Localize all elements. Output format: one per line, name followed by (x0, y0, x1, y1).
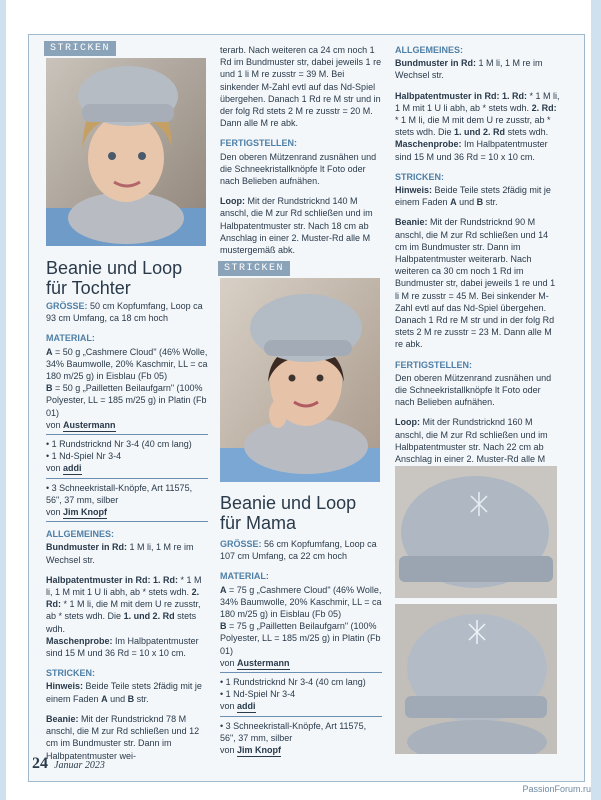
gauge-label: Maschenprobe: (46, 635, 113, 646)
loop-text: Mit der Rundstricknd 140 M anschl, die M zur Rd schließen und im Halbpatentmuster str. Nach 18 cm ab Anschlag in einer 2. Muster-Rd alle M mustergemäß abk. (220, 196, 373, 256)
photo-daughter (46, 58, 206, 246)
half-fisherman-label: Halbpatentmuster in Rd: 1. Rd: (395, 90, 528, 101)
yarn-a-text: = 75 g „Cashmere Cloud" (46% Wolle, 34% Baumwolle, 20% Kaschmir, LL = ca 180 m/25 g) in Eisblau (Fb 05) (220, 584, 382, 620)
from-label: von (220, 657, 235, 668)
general-label: ALLGEMEINES: (395, 45, 464, 55)
yarn-a-text: = 50 g „Cashmere Cloud" (46% Wolle, 34% Baumwolle, 20% Kaschmir, LL = ca 180 m/25 g) in Eisblau (Fb 05) (46, 346, 208, 382)
from-label: von (220, 745, 235, 756)
mid-column-top (220, 44, 382, 264)
half-fisherman-text: * 1 M li, 1 M mit 1 U li abh, ab * stets wdh. (395, 90, 560, 113)
right-column (395, 44, 560, 486)
tool-circular-needle: • 1 Rundstricknd Nr 3-4 (40 cm lang) (46, 439, 192, 450)
note-b: B (127, 693, 135, 704)
beanie-label: Beanie: (395, 217, 428, 228)
page-footer (32, 755, 105, 773)
brand-austermann: Austermann (63, 419, 116, 430)
finishing-text: Den oberen Mützenrand zusnähen und die Schneekristallknöpfe lt Foto oder nach Belieben aufnähen. (395, 372, 552, 408)
round12-label: 1. und 2. Rd (454, 127, 506, 138)
photo-beanie-loop-detail (395, 604, 557, 754)
yarn-b-label: B (220, 621, 227, 632)
rib-pattern-label: Bundmuster in Rd: (46, 542, 127, 553)
brand-austermann: Austermann (237, 657, 290, 668)
note-end: str. (485, 197, 498, 208)
brand-addi: addi (237, 701, 256, 712)
title-daughter (46, 258, 182, 298)
title-mother-line1: Beanie und Loop (220, 493, 357, 513)
from-label: von (46, 419, 61, 430)
yarn-b-label: B (46, 383, 53, 394)
size-label: GRÖSSE: (46, 301, 88, 311)
size-text: 56 cm Kopfumfang, Loop ca 107 cm Umfang, ca 22 cm hoch (220, 539, 377, 562)
tool-circular-needle: • 1 Rundstricknd Nr 3-4 (40 cm lang) (220, 677, 366, 688)
gauge-text: Im Halbpatentmuster sind 15 M und 36 Rd = 10 x 10 cm. (395, 139, 548, 162)
brand-addi: addi (63, 463, 82, 474)
photo-mother (220, 278, 380, 482)
finishing-label: FERTIGSTELLEN: (220, 138, 297, 149)
loop-text: Mit der Rundstricknd 160 M anschl, die M zur Rd schließen und im Halbpatentmuster str. Nach 22 cm ab Anschlag in einer 2. Muster-Rd alle M (395, 417, 548, 465)
gauge-label: Maschenprobe: (395, 139, 462, 150)
tool-dpn: • 1 Nd-Spiel Nr 3-4 (220, 689, 296, 700)
beanie-label: Beanie: (46, 713, 79, 724)
knitting-label: STRICKEN: (395, 171, 444, 182)
rib-pattern-text: 1 M li, 1 M re im Wechsel str. (395, 58, 543, 81)
note-end: str. (136, 693, 149, 704)
from-label: von (46, 463, 61, 474)
note-and: und (110, 693, 126, 704)
page-number: 24 (32, 755, 48, 772)
title-daughter-line2: für Tochter (46, 278, 131, 298)
rib-pattern-label: Bundmuster in Rd: (395, 58, 476, 69)
tool-dpn: • 1 Nd-Spiel Nr 3-4 (46, 451, 122, 462)
section-tag-left: STRICKEN (44, 41, 116, 56)
half-fisherman-text: * 1 M li, 1 M mit 1 U li abh, ab * stets wdh. (46, 574, 202, 598)
size-text: 50 cm Kopfumfang, Loop ca 93 cm Umfang, ca 18 cm hoch (46, 301, 203, 324)
gauge-text: Im Halbpatentmuster sind 15 M und 36 Rd = 10 x 10 cm. (46, 635, 199, 659)
general-label: ALLGEMEINES: (46, 529, 115, 540)
beanie-continued: terarb. Nach weiteren ca 24 cm noch 1 Rd im Bundmuster str, dabei jeweils 1 re und 1 li M re zusstr = 39 M. Bei sinkender M-Zahl evtl auf das Nd-Spiel übergehen. Danach 1 Rd re M str und in der folg Rd stets 2 M re zusstr = 20 M. Dann alle M re abk. (220, 45, 382, 129)
rib-pattern-text: 1 M li, 1 M re im Wechsel str. (46, 542, 194, 565)
note-b: B (476, 197, 484, 208)
title-mother (220, 493, 356, 533)
round2-label: 2. Rd: (46, 587, 200, 610)
note-a: A (450, 197, 457, 208)
loop-label: Loop: (220, 196, 245, 207)
yarn-a-label: A (46, 346, 53, 357)
finishing-text: Den oberen Mützenrand zusnähen und die Schneekristallknöpfe lt Foto oder nach Belieben aufnähen. (220, 151, 377, 187)
section-tag-mid: STRICKEN (218, 261, 290, 276)
yarn-b-text: = 75 g „Pailletten Beilaufgarn" (100% Polyester, LL = 185 m/25 g) in Platin (Fb 01) (220, 621, 381, 656)
material-label: MATERIAL: (220, 571, 269, 582)
note-label: Hinweis: (395, 185, 433, 196)
loop-label: Loop: (395, 417, 420, 428)
title-mother-line2: für Mama (220, 513, 297, 533)
note-and: und (459, 197, 475, 208)
half-fisherman-label: Halbpatentmuster in Rd: 1. Rd: (46, 574, 179, 585)
from-label: von (46, 507, 61, 518)
round12-text: stets wdh. (507, 127, 549, 138)
note-label: Hinweis: (46, 681, 84, 692)
title-daughter-line1: Beanie und Loop (46, 258, 183, 278)
beanie-text: Mit der Rundstricknd 90 M anschl, die M zur Rd schließen und 14 cm im Bundmuster str. Dann im Halbpatentmuster weiterarb. Nach weiteren ca 30 cm noch 1 Rd im Bundmuster str, dabei jeweils 1 re und 1 li M re zusstr = 45 M. Bei sinkender M-Zahl evtl auf das Nd-Spiel übergehen. Danach 1 Rd re M str und in der folg Rd stets 2 M re zusstr = 23 M. Dann alle M re abk. (395, 217, 556, 350)
tool-buttons: • 3 Schneekristall-Knöpfe, Art 11575, 56", 37 mm, silber (220, 720, 367, 743)
round2-text: * 1 M li, die M mit dem U re zusstr, ab * stets wdh. Die (46, 599, 201, 622)
finishing-label: FERTIGSTELLEN: (395, 359, 472, 370)
note-a: A (101, 693, 108, 704)
knitting-label: STRICKEN: (46, 668, 95, 679)
issue-date: Januar 2023 (54, 760, 105, 771)
round12-text: stets wdh. (46, 611, 197, 634)
brand-jim-knopf: Jim Knopf (237, 745, 282, 756)
note-text: Beide Teile stets 2fädig mit je einem Faden (46, 681, 202, 704)
mid-column-bottom (220, 538, 382, 756)
from-label: von (220, 701, 235, 712)
photo-beanie-detail (395, 466, 557, 598)
watermark: PassionForum.ru (522, 784, 591, 794)
beanie-text: Mit der Rundstricknd 78 M anschl, die M zur Rd schließen und 12 cm im Bundmuster str. Dann im Halbpatentmuster wei- (46, 713, 200, 761)
note-text: Beide Teile stets 2fädig mit je einem Faden (395, 185, 551, 208)
left-column (46, 300, 208, 770)
round2-label: 2. Rd: (531, 102, 557, 113)
round2-text: * 1 M li, die M mit dem U re zusstr, ab * stets wdh. Die (395, 115, 551, 138)
round12-label: 1. und 2. Rd (123, 611, 175, 622)
size-label: GRÖSSE: (220, 539, 262, 549)
material-label: MATERIAL: (46, 333, 95, 344)
tool-buttons: • 3 Schneekristall-Knöpfe, Art 11575, 56", 37 mm, silber (46, 482, 193, 505)
brand-jim-knopf: Jim Knopf (63, 507, 108, 518)
yarn-b-text: = 50 g „Pailletten Beilaufgarn" (100% Polyester, LL = 185 m/25 g) in Platin (Fb 01) (46, 383, 207, 418)
yarn-a-label: A (220, 584, 227, 595)
